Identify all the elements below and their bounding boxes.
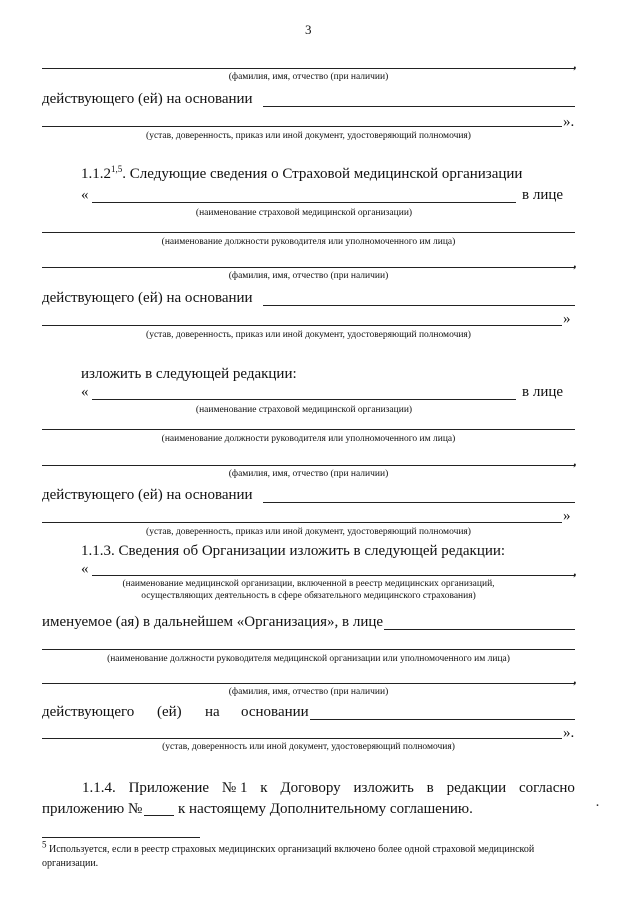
fio-caption: (фамилия, имя, отчество (при наличии) <box>228 469 389 479</box>
position-line[interactable] <box>42 429 575 430</box>
footnote-mark: 5 <box>42 839 47 850</box>
fio-caption: (фамилия, имя, отчество (при наличии) <box>228 271 389 281</box>
comma: , <box>573 453 577 469</box>
position-caption: (наименование должности руководителя или уполномоченного им лица) <box>161 237 456 247</box>
comma: , <box>573 56 577 72</box>
fio-caption: (фамилия, имя, отчество (при наличии) <box>228 72 389 82</box>
insurer-name-line[interactable] <box>92 202 516 203</box>
named-as-label: именуемое (ая) в дальнейшем «Организация», в лице <box>42 614 384 630</box>
footnote-separator <box>42 837 200 838</box>
word: в <box>426 780 434 796</box>
appendix-line-start: приложению № <box>42 801 143 817</box>
open-quote: « <box>81 187 89 203</box>
document-caption: (устав, доверенность, приказ или иной документ, удостоверяющий полномочия) <box>146 131 471 141</box>
fio-line[interactable] <box>42 68 575 69</box>
fio-line[interactable] <box>42 683 575 684</box>
section-number: 1.1.4. <box>82 780 116 796</box>
organization-name-line[interactable] <box>92 575 575 576</box>
basis-line[interactable] <box>263 502 575 503</box>
basis-line[interactable] <box>263 106 575 107</box>
word: редакции <box>446 780 507 796</box>
word: к <box>260 780 268 796</box>
page-number: 3 <box>305 22 312 37</box>
end-mark: » <box>563 311 571 327</box>
open-quote: « <box>81 384 89 400</box>
section-heading-text: . Следующие сведения о Страховой медицинской организации <box>122 166 523 182</box>
basis-word-4: основании <box>241 704 309 720</box>
basis-word-2: (ей) <box>157 704 182 720</box>
comma: , <box>573 255 577 271</box>
basis-line[interactable] <box>310 719 575 720</box>
footnote-text-line-1: Используется, если в реестр страховых медицинских организаций включено более одной страховой медицинской <box>49 844 535 855</box>
basis-label: действующего (ей) на основании <box>42 91 253 107</box>
fio-caption: (фамилия, имя, отчество (при наличии) <box>228 687 389 697</box>
insurer-name-line[interactable] <box>92 399 516 400</box>
word: № 1 <box>221 780 248 796</box>
end-mark: » <box>563 508 571 524</box>
section-number: 1.1.2 <box>81 166 111 182</box>
appendix-number-line[interactable] <box>144 815 174 816</box>
section-1-1-2-heading <box>81 165 522 183</box>
section-1-1-3-heading: 1.1.3. Сведения об Организации изложить в следующей редакции: <box>81 543 506 559</box>
document-line[interactable] <box>42 522 562 523</box>
position-caption: (наименование должности руководителя медицинской организации или уполномоченного им лица) <box>107 654 510 664</box>
basis-label: действующего (ей) на основании <box>42 487 253 503</box>
named-person-line[interactable] <box>384 629 575 630</box>
insurer-name-caption: (наименование страховой медицинской организации) <box>195 208 413 218</box>
basis-word-1: действующего <box>42 704 135 720</box>
basis-word-3: на <box>205 704 220 720</box>
footnote-text-line-2: организации. <box>42 858 99 869</box>
document-line[interactable] <box>42 126 562 127</box>
basis-line[interactable] <box>263 305 575 306</box>
section-1-1-4-line-1 <box>82 779 575 797</box>
insurer-name-caption: (наименование страховой медицинской организации) <box>195 405 413 415</box>
organization-caption-line-1: (наименование медицинской организации, включенной в реестр медицинских организаций, <box>122 579 495 589</box>
document-line[interactable] <box>42 738 562 739</box>
appendix-line-end: к настоящему Дополнительному соглашению. <box>178 801 473 817</box>
comma: , <box>573 671 577 687</box>
end-mark: ». <box>563 725 575 741</box>
in-person-label: в лице <box>522 384 564 400</box>
margin-mark: · <box>595 798 600 814</box>
fio-line[interactable] <box>42 267 575 268</box>
comma: , <box>573 563 577 579</box>
word: Договору <box>280 780 341 796</box>
footnote-reference: 1,5 <box>111 164 123 174</box>
document-caption: (устав, доверенность, приказ или иной документ, удостоверяющий полномочия) <box>146 330 471 340</box>
word: Приложение <box>128 780 210 796</box>
basis-label: действующего (ей) на основании <box>42 290 253 306</box>
word: изложить <box>353 780 414 796</box>
position-line[interactable] <box>42 232 575 233</box>
position-caption: (наименование должности руководителя или уполномоченного им лица) <box>161 434 456 444</box>
fio-line[interactable] <box>42 465 575 466</box>
revision-label: изложить в следующей редакции: <box>81 366 297 382</box>
word: согласно <box>519 780 575 796</box>
document-line[interactable] <box>42 325 562 326</box>
document-caption: (устав, доверенность, приказ или иной документ, удостоверяющий полномочия) <box>146 527 471 537</box>
position-line[interactable] <box>42 649 575 650</box>
organization-caption-line-2: осуществляющих деятельность в сфере обязательного медицинского страхования) <box>141 591 476 601</box>
in-person-label: в лице <box>522 187 564 203</box>
footnote <box>42 839 602 856</box>
document-caption: (устав, доверенность или иной документ, удостоверяющий полномочия) <box>162 742 455 752</box>
open-quote: « <box>81 561 89 577</box>
end-mark: ». <box>563 114 575 130</box>
